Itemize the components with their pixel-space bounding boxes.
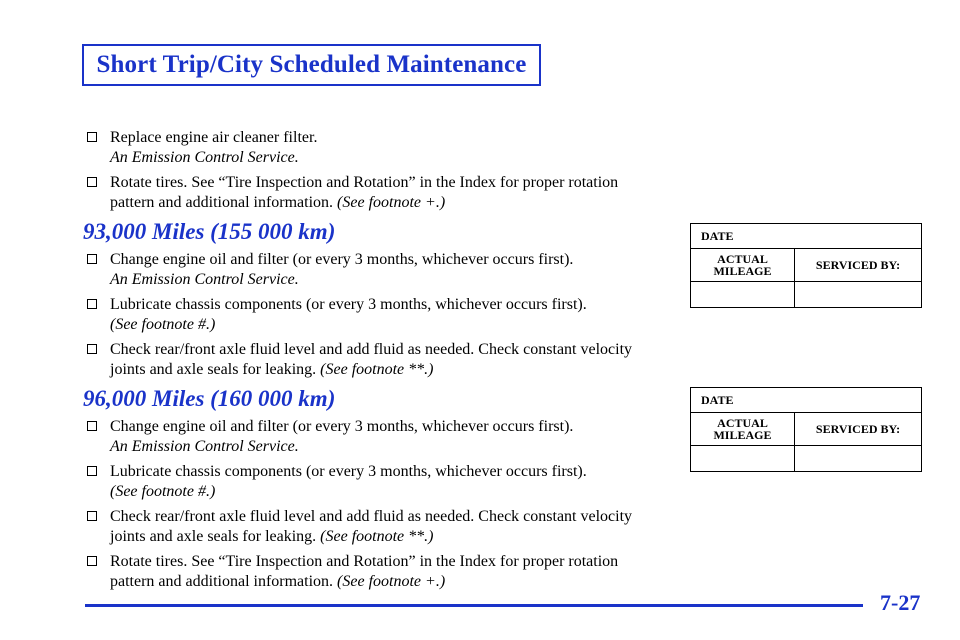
page-number: 7-27	[880, 590, 921, 615]
item-note: An Emission Control Service.	[110, 438, 299, 455]
item-footnote: (See footnote **.)	[320, 528, 434, 545]
item-footnote: (See footnote **.)	[320, 361, 434, 378]
serviced-by-field[interactable]	[795, 446, 922, 472]
section-heading-96000: 96,000 Miles (160 000 km)	[83, 386, 336, 411]
serviced-by-field[interactable]	[795, 282, 922, 308]
item-text: Lubricate chassis components (or every 3 months, whichever occurs first).	[110, 463, 587, 480]
actual-mileage-header: ACTUAL MILEAGE	[691, 413, 795, 446]
checkbox-icon[interactable]	[87, 254, 97, 264]
service-record-table-93000	[690, 223, 922, 308]
date-field[interactable]: DATE	[691, 388, 922, 413]
actual-mileage-header: ACTUAL MILEAGE	[691, 249, 795, 282]
item-text: Check rear/front axle fluid level and add fluid as needed. Check constant velocity joints and axle seals for leaking.	[110, 508, 633, 545]
checklist-item	[85, 295, 645, 335]
item-text: Rotate tires. See “Tire Inspection and Rotation” in the Index for proper rotation pattern and additional information.	[110, 553, 619, 590]
page-title: Short Trip/City Scheduled Maintenance	[96, 51, 527, 78]
item-text: Change engine oil and filter (or every 3 months, whichever occurs first).	[110, 418, 574, 435]
checkbox-icon[interactable]	[87, 344, 97, 354]
footer-rule	[85, 604, 863, 607]
date-field[interactable]: DATE	[691, 224, 922, 249]
item-text: Replace engine air cleaner filter.	[110, 129, 318, 146]
checklist-item	[85, 340, 645, 380]
checklist-item	[85, 552, 645, 592]
item-footnote: (See footnote +.)	[337, 573, 446, 590]
checkbox-icon[interactable]	[87, 421, 97, 431]
checklist-item	[85, 462, 645, 502]
section-heading-93000: 93,000 Miles (155 000 km)	[83, 219, 336, 244]
item-note: An Emission Control Service.	[110, 149, 299, 166]
serviced-by-header: SERVICED BY:	[795, 249, 922, 282]
checkbox-icon[interactable]	[87, 132, 97, 142]
item-note: An Emission Control Service.	[110, 271, 299, 288]
item-note: (See footnote #.)	[110, 483, 216, 500]
checklist-item	[85, 507, 645, 547]
actual-mileage-field[interactable]	[691, 282, 795, 308]
checklist-item	[85, 128, 645, 168]
item-text: Lubricate chassis components (or every 3 months, whichever occurs first).	[110, 296, 587, 313]
checklist-item	[85, 417, 645, 457]
checkbox-icon[interactable]	[87, 466, 97, 476]
checkbox-icon[interactable]	[87, 556, 97, 566]
item-footnote: (See footnote +.)	[337, 194, 446, 211]
checkbox-icon[interactable]	[87, 177, 97, 187]
item-note: (See footnote #.)	[110, 316, 216, 333]
actual-mileage-field[interactable]	[691, 446, 795, 472]
checkbox-icon[interactable]	[87, 511, 97, 521]
item-text: Change engine oil and filter (or every 3 months, whichever occurs first).	[110, 251, 574, 268]
checklist-item	[85, 250, 645, 290]
checklist-item	[85, 173, 645, 213]
item-text: Check rear/front axle fluid level and add fluid as needed. Check constant velocity joints and axle seals for leaking.	[110, 341, 633, 378]
item-text: Rotate tires. See “Tire Inspection and Rotation” in the Index for proper rotation pattern and additional information.	[110, 174, 619, 211]
maintenance-content	[85, 128, 645, 597]
checkbox-icon[interactable]	[87, 299, 97, 309]
service-record-table-96000	[690, 387, 922, 472]
serviced-by-header: SERVICED BY:	[795, 413, 922, 446]
page-title-box	[82, 44, 541, 86]
